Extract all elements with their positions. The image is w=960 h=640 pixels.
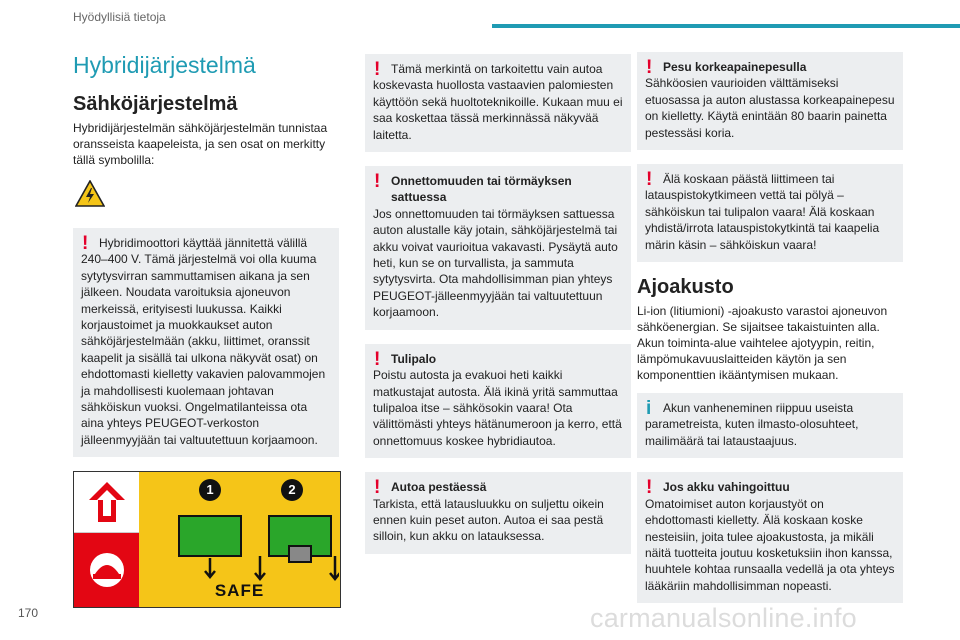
warning-box-pressure-wash: ! Pesu korkeapainepesulla Sähköosien vaurioiden välttämiseksi etuosassa ja auton alustassa korkeapainepesu on kielletty. Käytä enintään 80 baarin painetta pestessäsi koria. — [637, 52, 903, 150]
watermark: carmanualsonline.info — [590, 603, 857, 633]
warning-icon: ! — [374, 477, 381, 499]
column-3 — [637, 52, 903, 617]
warning-icon: ! — [374, 59, 381, 80]
section-heading-electrical: Sähköjärjestelmä — [73, 93, 238, 115]
header-accent-bar — [492, 24, 960, 28]
warning-icon: ! — [646, 57, 653, 78]
section-header: Hyödyllisiä tietoja — [73, 10, 166, 24]
warning-box-firefighters: ! Tämä merkintä on tarkoitettu vain autoa koskevasta huollosta vastaavien palomiesten käyttöön sekä huoltoteknikoille. Kukaan muu ei saa koskettaa tässä merkinnässä näkyvää laitetta. — [365, 54, 631, 152]
warning-icon: ! — [82, 233, 89, 254]
section-heading-traction-battery: Ajoakusto — [637, 276, 734, 299]
battery-intro: Li-ion (litiumioni) -ajoakusto varastoi ajoneuvon sähköenergian. Se sijaitsee takaistuinten alla. Akun toiminta-alue vaihtelee ajotyypin, reitin, lämpömukavuuslaitteiden käytön ja sen komponenttien ikääntymisen mukaan. — [637, 304, 888, 383]
high-voltage-icon — [75, 180, 105, 207]
warning-icon: ! — [646, 169, 653, 191]
warning-box-connector-water: ! Älä koskaan päästä liittimeen tai latauspistokytkimeen vettä tai pölyä – sähköiskun tai tulipalon vaara! Älä koskaan yhdistä/irrota latauspistokytkintä tai kaapelia märin käsin – sähköiskun vaara! — [637, 164, 903, 262]
page-title: Hybridijärjestelmä — [73, 52, 256, 78]
warning-box-washing: ! Autoa pestäessä Tarkista, että latausluukku on suljettu oikein ennen kuin peset auton. Autoa ei saa pestä silloin, kun akku on latauksessa. — [365, 472, 631, 554]
warning-box-accident: ! Onnettomuuden tai törmäyksen sattuessa Jos onnettomuuden tai törmäyksen sattuessa auton alustalle käy jotain, sähköjärjestelmä tai akku voivat vaurioitua vakavasti. Pysäytä auto heti, kun se on turvallista, ja sammuta sytytysvirta. Ota mahdollisimman pian yhteys PEUGEOT-jälleenmyyjään tai valtuutettuun korjaamoon. — [365, 166, 631, 330]
arrow-up-icon — [87, 480, 127, 524]
warning-icon: ! — [374, 171, 381, 193]
page-number: 170 — [18, 606, 39, 620]
step-2-badge: 2 — [281, 479, 303, 501]
safe-text: SAFE — [214, 581, 265, 601]
step-1-badge: 1 — [199, 479, 221, 501]
warning-icon: ! — [374, 348, 381, 370]
firefighter-helmet-icon — [85, 548, 129, 592]
column-1 — [73, 52, 339, 608]
warning-box-battery-damage: ! Jos akku vahingoittuu Omatoimiset auton korjaustyöt on ehdottomasti kielletty. Älä koskaan koske nesteisiin, joita tulee ajoakustosta, ja mikäli näitä tuotteita joutuu kosketuksiin ihon kanssa, huuhtele kohtaa runsaalla vedellä ja ota yhteys lääkäriin mahdollisimman nopeasti. — [637, 472, 903, 603]
battery-diagram-icon — [139, 506, 339, 586]
safety-label-image — [73, 471, 341, 608]
warning-icon: ! — [646, 477, 653, 499]
info-icon: i — [646, 398, 652, 420]
warning-box-fire: ! Tulipalo Poistu autosta ja evakuoi heti kaikki matkustajat autosta. Älä ikinä yritä sammuttaa tulipaloa itse – sähkösokin vaara! Ota välittömästi yhteys hätänumeroon ja kerro, että onnettomuus koskee hybridiautoa. — [365, 344, 631, 458]
warning-box-voltage: ! Hybridimoottori käyttää jännitettä välillä 240–400 V. Tämä järjestelmä voi olla kuuma sytytysvirran sammuttamisen aikana ja sen jälkeen. Noudata varoituksia ajoneuvon merkeissä, erityisesti luukussa. Kaikki korjaustoimet ja muokkaukset auton sähköjärjestelmään (akku, liittimet, oranssit kaapelit ja sisällä tai ulkona näkyvät osat) on ehdottomasti kielletty vakavien palovammojen ja mahdollisesti kuolemaan johtavan sähköiskun vuoksi. Ongelmatilanteissa ota aina yhteys PEUGEOT-verkoston jälleenmyyjään tai valtuutettuun korjaamoon. — [73, 228, 339, 457]
info-box-battery-aging: i Akun vanheneminen riippuu useista parametreista, kuten ilmasto-olosuhteet, mailimäärä tai lataustaajuus. — [637, 393, 903, 458]
intro-paragraph: Hybridijärjestelmän sähköjärjestelmän tunnistaa oransseista kaapeleista, ja sen osat on merkitty tällä symbolilla: — [73, 121, 328, 167]
column-2 — [365, 54, 631, 568]
